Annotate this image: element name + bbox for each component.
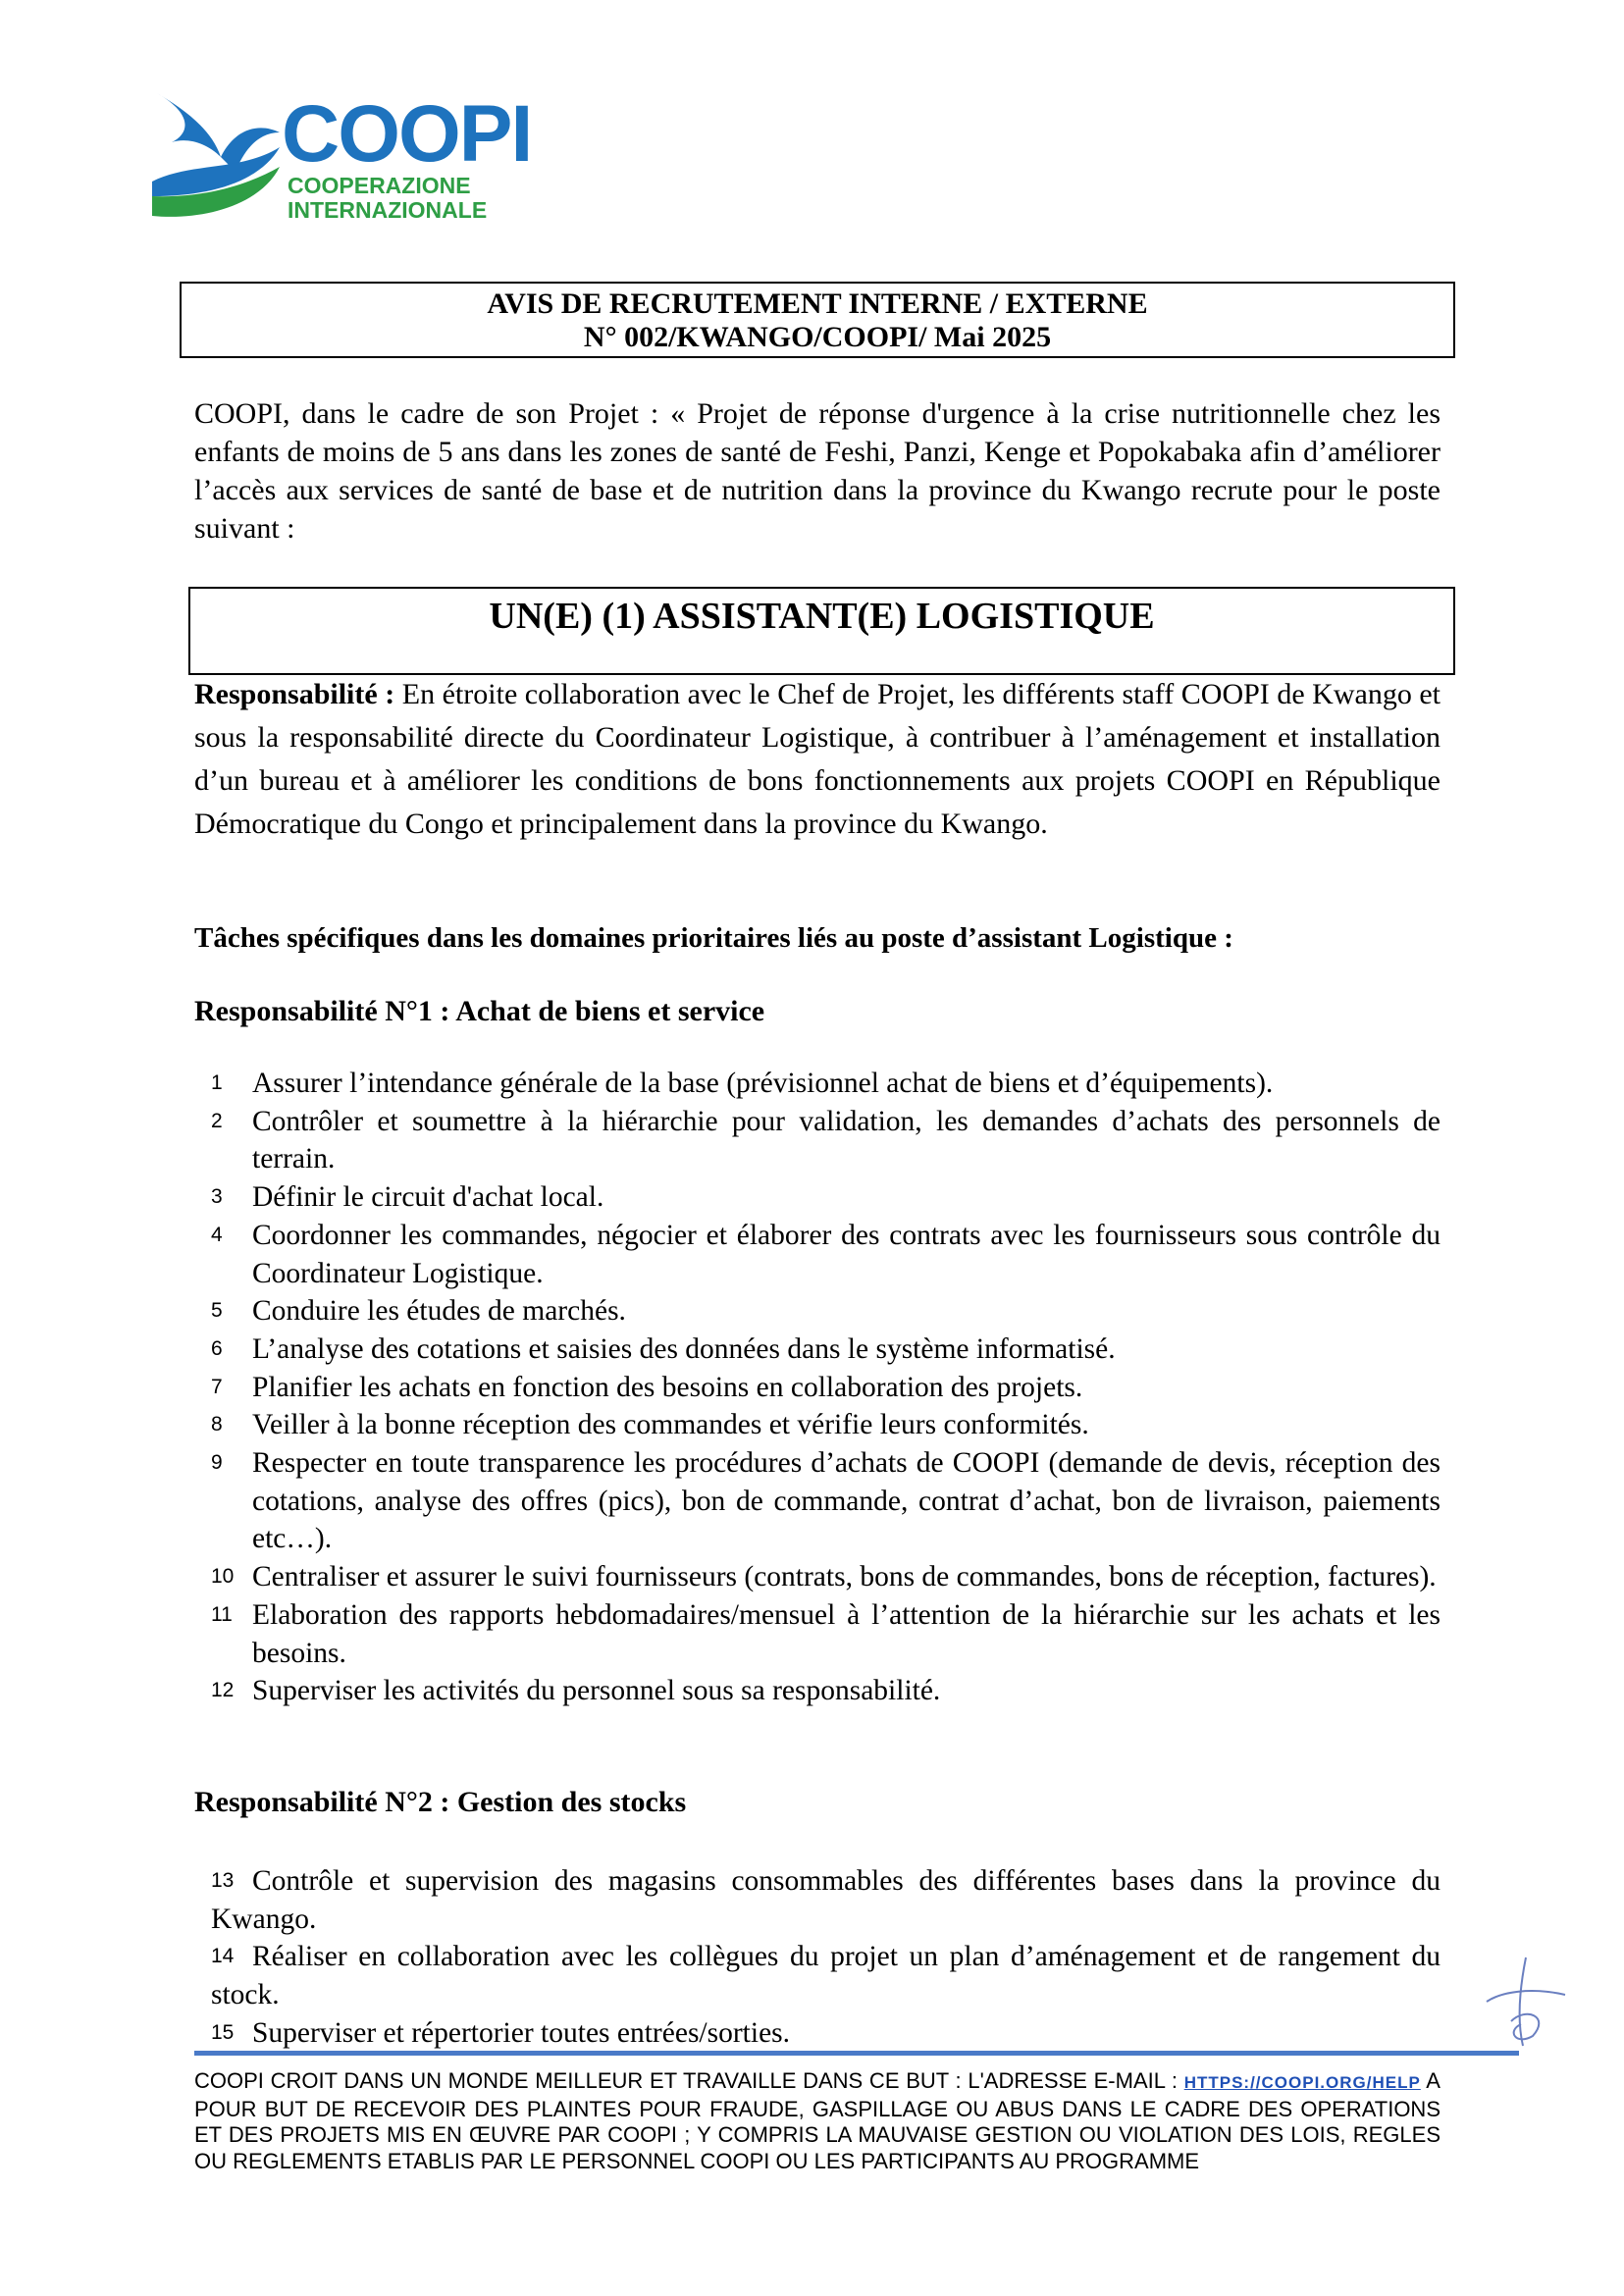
complaint-link[interactable]: HTTPS://COOPI.ORG/HELP [1183,2073,1421,2092]
item-number: 14 [211,1945,235,1968]
item-text: Veiller à la bonne réception des commandes et vérifie leurs conformités. [252,1409,1089,1441]
item-text: Elaboration des rapports hebdomadaires/mensuel à l’attention de la hiérarchie sur les achats et les besoins. [252,1598,1441,1669]
item-text: Coordonner les commandes, négocier et élaborer des contrats avec les fournisseurs sous contrôle du Coordinateur Logistique. [252,1219,1441,1289]
item-number: 5 [211,1299,223,1323]
responsibility-label: Responsabilité : [194,678,395,710]
item-text: Superviser les activités du personnel sous sa responsabilité. [252,1675,941,1707]
list-item [211,1596,1441,1672]
logo-name: COOPI [282,89,532,179]
item-text: Assurer l’intendance générale de la base (prévisionnel achat de biens et d’équipements). [252,1068,1274,1099]
list-item [211,1558,1441,1596]
item-number: 8 [211,1413,223,1436]
footer-notice [194,2068,1441,2174]
list-item [211,1369,1441,1407]
item-text: Superviser et répertorier toutes entrées/sorties. [252,2016,791,2049]
footer-text-after: A POUR BUT DE RECEVOIR DES PLAINTES POUR FRAUDE, GASPILLAGE OU ABUS DANS LE CADRE DES OPERATIONS ET DES PROJETS MIS EN ŒUVRE PAR COOPI ; Y COMPRIS LA MAUVAISE GESTION OU VIOLATION DES LOIS, REGLES OU REGLEMENTS ETABLIS PAR LE PERSONNEL COOPI OU LES PARTICIPANTS AU PROGRAMME [194,2068,1441,2173]
item-number: 12 [211,1679,235,1702]
item-text: Définir le circuit d'achat local. [252,1181,604,1214]
handwritten-initials [1472,1948,1580,2056]
logo-line1: COOPERAZIONE [288,173,471,198]
item-number: 4 [211,1223,223,1246]
item-number: 10 [211,1565,235,1589]
announcement-title: AVIS DE RECRUTEMENT INTERNE / EXTERNE [487,287,1148,320]
announcement-title-box [180,282,1455,358]
announcement-reference: N° 002/KWANGO/COOPI/ Mai 2025 [583,321,1052,353]
list-item [211,1217,1441,1292]
list-item [211,1065,1441,1103]
item-text: Contrôle et supervision des magasins consommables des différentes bases dans la province du Kwango. [211,1865,1441,1935]
item-text: L’analyse des cotations et saisies des données dans le système informatisé. [252,1332,1116,1365]
section2-list [211,1862,1441,2053]
item-number: 6 [211,1336,223,1360]
list-item [211,1178,1441,1217]
list-item [211,2014,1441,2053]
responsibility-text: En étroite collaboration avec le Chef de Projet, les différents staff COOPI de Kwango et sous la responsabilité directe du Coordinateur Logistique, à contribuer à l’aménagement et installation d’un bureau et à améliorer les conditions de bons fonctionnements aux projets COOPI en République Démocratique du Congo et principalement dans la province du Kwango. [194,678,1441,840]
section1-heading: Responsabilité N°1 : Achat de biens et service [194,995,765,1027]
list-item [211,1103,1441,1178]
section2-heading: Responsabilité N°2 : Gestion des stocks [194,1786,687,1818]
section1-list [211,1065,1441,1710]
logo-line2: INTERNAZIONALE [288,197,488,223]
list-item [211,1444,1441,1558]
item-number: 2 [211,1109,223,1132]
post-title: UN(E) (1) ASSISTANT(E) LOGISTIQUE [489,596,1155,637]
list-item [211,1672,1441,1710]
item-number: 7 [211,1375,223,1398]
list-item [211,1406,1441,1444]
footer-divider [194,2051,1519,2056]
responsibility-paragraph [194,673,1441,846]
item-text: Contrôler et soumettre à la hiérarchie pour validation, les demandes d’achats des personnels de terrain. [252,1105,1441,1175]
tasks-heading: Tâches spécifiques dans les domaines prioritaires liés au poste d’assistant Logistique : [194,922,1233,954]
item-text: Réaliser en collaboration avec les collègues du projet un plan d’aménagement et de rangement du stock. [211,1941,1441,2011]
coopi-logo-graphic [152,88,532,226]
list-item [211,1938,1441,2013]
item-number: 15 [211,2020,235,2044]
item-text: Planifier les achats en fonction des besoins en collaboration des projets. [252,1371,1083,1403]
item-text: Conduire les études de marchés. [252,1295,626,1328]
item-number: 11 [211,1602,233,1626]
item-number: 13 [211,1869,235,1892]
coopi-logo [152,88,532,226]
item-number: 3 [211,1185,223,1209]
list-item [211,1292,1441,1331]
item-number: 9 [211,1451,223,1475]
item-text: Centraliser et assurer le suivi fournisseurs (contrats, bons de commandes, bons de réception, factures). [252,1561,1437,1593]
item-number: 1 [211,1071,223,1094]
item-text: Respecter en toute transparence les procédures d’achats de COOPI (demande de devis, réception des cotations, analyse des offres (pics), bon de commande, contrat d’achat, bon de livraison, paiements etc…). [252,1447,1441,1555]
post-title-box [188,587,1455,675]
footer-text-before: COOPI CROIT DANS UN MONDE MEILLEUR ET TRAVAILLE DANS CE BUT : L'ADRESSE E-MAIL : [194,2068,1184,2093]
intro-paragraph: COOPI, dans le cadre de son Projet : « Projet de réponse d'urgence à la crise nutritionnelle chez les enfants de moins de 5 ans dans les zones de santé de Feshi, Panzi, Kenge et Popokabaka afin d’améliorer l’accès aux services de santé de base et de nutrition dans la province du Kwango recrute pour le poste suivant : [194,397,1441,545]
list-item [211,1862,1441,1938]
list-item [211,1331,1441,1369]
